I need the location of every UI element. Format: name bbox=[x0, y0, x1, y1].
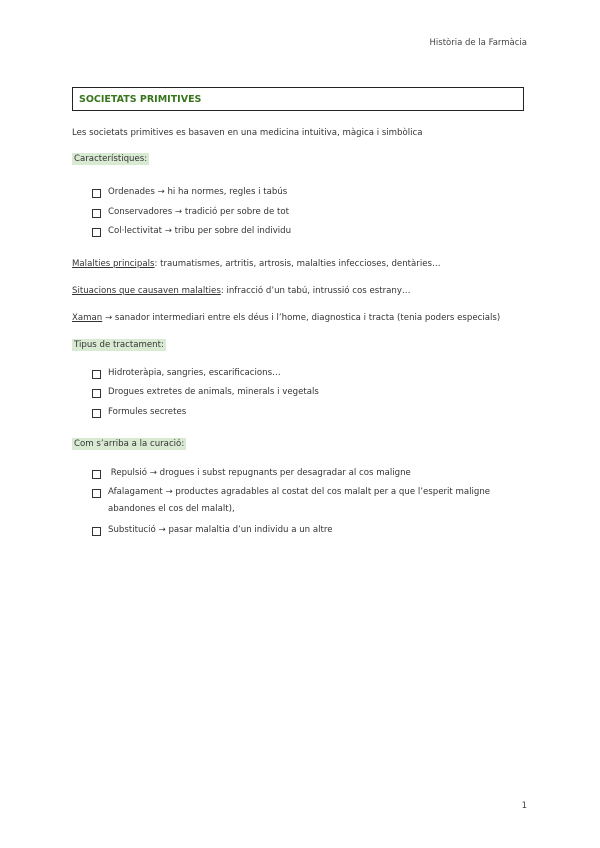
diseases-label: Malalties principals bbox=[72, 259, 155, 269]
section-title: SOCIETATS PRIMITIVES bbox=[79, 93, 202, 105]
shaman-paragraph bbox=[72, 313, 500, 323]
checkbox[interactable] bbox=[92, 527, 101, 536]
checkbox[interactable] bbox=[92, 228, 101, 237]
diseases-text: : traumatismes, artritis, artrosis, malalties infeccioses, dentàries… bbox=[154, 259, 441, 269]
checkbox[interactable] bbox=[92, 189, 101, 198]
list-item[interactable] bbox=[92, 369, 281, 382]
list-item[interactable] bbox=[92, 488, 528, 518]
section-title-box bbox=[72, 87, 524, 111]
list-item[interactable] bbox=[92, 388, 319, 401]
list-item[interactable] bbox=[92, 188, 287, 201]
list-item-text: Drogues extretes de animals, minerals i vegetals bbox=[108, 387, 319, 397]
list-item-text: Substitució → pasar malaltia d’un individu a un altre bbox=[108, 525, 333, 535]
situations-paragraph bbox=[72, 286, 411, 296]
intro-paragraph: Les societats primitives es basaven en una medicina intuitiva, màgica i simbòlica bbox=[72, 128, 423, 138]
list-item-text: Afalagament → productes agradables al costat del cos malalt per a que l’esperit maligne abandones el cos del malalt), bbox=[108, 487, 491, 514]
situations-label: Situacions que causaven malalties bbox=[72, 286, 221, 296]
list-item-text: Hidroteràpia, sangries, escarificacions… bbox=[108, 368, 281, 378]
cure-heading-text: Com s’arriba a la curació: bbox=[74, 439, 185, 449]
cure-heading bbox=[72, 439, 186, 449]
list-item-text: Conservadores → tradició per sobre de tot bbox=[108, 207, 289, 217]
checkbox[interactable] bbox=[92, 209, 101, 218]
checkbox[interactable] bbox=[92, 389, 101, 398]
treatment-heading-text: Tipus de tractament: bbox=[74, 340, 164, 350]
list-item[interactable] bbox=[92, 408, 186, 421]
characteristics-heading bbox=[72, 154, 149, 164]
list-item[interactable] bbox=[92, 227, 291, 240]
list-item-text: Ordenades → hi ha normes, regles i tabús bbox=[108, 187, 288, 197]
list-item[interactable] bbox=[92, 208, 289, 221]
shaman-text: → sanador intermediari entre els déus i l’home, diagnostica i tracta (tenia poders especials) bbox=[102, 313, 501, 323]
list-item-text: Repulsió → drogues i subst repugnants per desagradar al cos maligne bbox=[108, 468, 411, 478]
checkbox[interactable] bbox=[92, 489, 101, 498]
checkbox[interactable] bbox=[92, 370, 101, 379]
page-number: 1 bbox=[521, 801, 527, 811]
treatment-heading bbox=[72, 340, 166, 350]
list-item[interactable] bbox=[92, 526, 332, 539]
situations-text: : infracció d’un tabú, intrussió cos estrany… bbox=[220, 286, 411, 296]
diseases-paragraph bbox=[72, 259, 441, 269]
document-header-title: Història de la Farmàcia bbox=[429, 38, 527, 48]
list-item-text: Formules secretes bbox=[108, 407, 187, 417]
checkbox[interactable] bbox=[92, 470, 101, 479]
list-item-text: Col·lectivitat → tribu per sobre del individu bbox=[108, 226, 292, 236]
checkbox[interactable] bbox=[92, 409, 101, 418]
shaman-label: Xaman bbox=[72, 313, 103, 323]
list-item[interactable] bbox=[92, 469, 411, 482]
characteristics-heading-text: Característiques: bbox=[74, 154, 148, 164]
